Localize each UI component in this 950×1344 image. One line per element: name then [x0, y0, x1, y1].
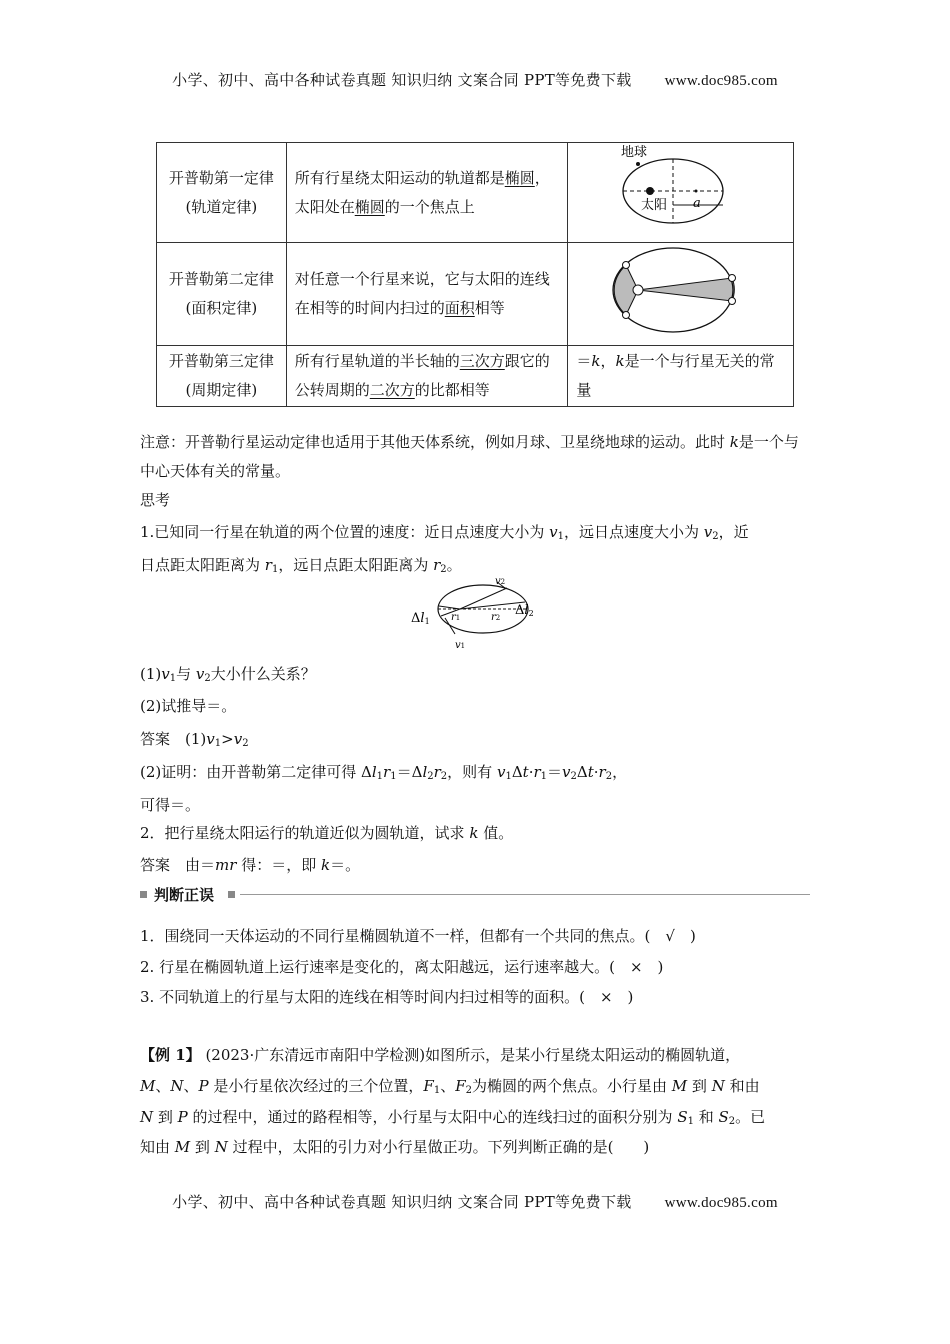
planet-pos: [623, 312, 630, 319]
a-label: a: [693, 196, 702, 211]
ex-l4b: 过程中，太阳的引力对小行星做正功。下列判断正确的是( ): [227, 1138, 650, 1156]
ex-S2: S: [718, 1108, 729, 1126]
formula-k: k: [591, 352, 601, 370]
proof-dot2: ·: [593, 763, 599, 781]
law2-desc: [286, 243, 568, 346]
q1-t5: ，远日点距太阳距离为: [278, 556, 434, 574]
section-header: [140, 884, 810, 904]
planet-pos: [623, 262, 630, 269]
proof-v-s1: 1: [505, 771, 512, 782]
q2-a: 2．把行星绕太阳运行的轨道近似为圆轨道，试求: [140, 824, 470, 842]
ans1-label: 答案: [140, 730, 171, 748]
q2-b: 值。: [478, 824, 514, 842]
q1-t2: ，远日点速度大小为: [563, 523, 704, 541]
ex-N2: N: [711, 1077, 725, 1095]
ex-F2: F: [455, 1077, 466, 1095]
ellipse-orbit-diagram: [568, 143, 778, 238]
proof-dot: ·: [528, 763, 534, 781]
q1-r2: r: [433, 556, 441, 574]
fig-r2: [460, 588, 507, 609]
judge1-mark: √: [665, 927, 675, 945]
earth-label: 地球: [621, 145, 648, 160]
planet-pos: [729, 275, 736, 282]
header-url[interactable]: www.doc985.com: [664, 73, 778, 89]
proof-eq: ＝Δ: [396, 763, 423, 781]
question-2: [140, 822, 513, 843]
proof-c: ，: [612, 763, 628, 781]
proof-s1b: 1: [390, 771, 397, 782]
ex-l2d: 到: [687, 1077, 712, 1095]
law1-desc-b: ，太阳处在: [294, 168, 550, 216]
proof-v: v: [496, 763, 506, 781]
proof-b: ，则有: [447, 763, 497, 781]
header-text: 小学、初中、高中各种试卷真题 知识归纳 文案合同 PPT等免费下载: [172, 71, 632, 89]
law2-desc-b: 相等: [474, 299, 505, 317]
sub1-s2: 2: [204, 673, 211, 684]
proof-v2: v: [562, 763, 571, 781]
sun-label: 太阳: [641, 198, 668, 213]
section-mark-icon: [140, 891, 147, 898]
judge-item-1: [140, 925, 696, 946]
planet-pos: [729, 298, 736, 305]
q1-t1: 1.已知同一行星在轨道的两个位置的速度：近日点速度大小为: [140, 523, 550, 541]
q1-r1: r: [264, 556, 272, 574]
q1-s1: 1: [557, 531, 564, 542]
example-l1: 如图所示，是某小行星绕太阳运动的椭圆轨道，: [425, 1046, 741, 1064]
sun-circle: [633, 285, 643, 295]
q1-sr1: 1: [271, 564, 279, 575]
ex-l4to: 到: [190, 1138, 215, 1156]
proof-dt2: Δ: [576, 763, 588, 781]
ex-F1: F: [423, 1077, 434, 1095]
formula-k2: k: [615, 352, 625, 370]
equal-area-diagram: [568, 243, 778, 341]
proof-r3-s1: 1: [540, 771, 548, 782]
ex-N3: N: [140, 1108, 154, 1126]
law3-desc: [286, 346, 568, 407]
fig-dl1: Δl1: [411, 611, 430, 626]
ex-M2: M: [671, 1077, 688, 1095]
proof-a: (2)证明：由开普勒第二定律可得 Δ: [140, 763, 372, 781]
section-title: 判断正误: [154, 886, 215, 904]
judge1-text: 1．围绕同一天体运动的不同行星椭圆轨道不一样，但都有一个共同的焦点。(: [140, 927, 651, 945]
fig-r2-label: r2: [491, 612, 501, 623]
ex-l3d: 。已: [735, 1108, 766, 1126]
orbit-diagram-cell: [568, 143, 794, 243]
proof-dt: Δ: [511, 763, 523, 781]
ex-N: N: [170, 1077, 184, 1095]
judge2-text: 2. 行星在椭圆轨道上运行速率是变化的，离太阳越远，运行速率越大。(: [140, 958, 615, 976]
sub-question-2: (2)试推导＝。: [140, 697, 237, 715]
ans2-a: 由＝: [185, 856, 216, 874]
ans2-k: k: [321, 856, 331, 874]
q1-sr2: 2: [440, 564, 447, 575]
answer-1: [140, 728, 249, 749]
proof-line: (2)证明：由开普勒第二定律可得 $\Delta l_1r_1=\Delta l_2r_2$，则有 $v_1\Delta t\cdot r_1=v_2\Delta t\cdot r_2$，: [140, 763, 628, 782]
proof-l2: l: [422, 763, 428, 781]
law2-title: 开普勒第二定律: [168, 270, 274, 288]
q1-t4: 日点距太阳距离为: [140, 556, 265, 574]
proof-l: l: [371, 763, 377, 781]
judge2-end: ): [657, 958, 664, 976]
law3-subtitle: (周期定律): [185, 381, 258, 399]
law3-desc-a: 所有行星轨道的半长轴的: [294, 352, 460, 370]
think-title: 思考: [140, 491, 171, 509]
section-mark-icon: [228, 891, 235, 898]
ex-l2a: 、: [155, 1077, 171, 1095]
proof-s1: 1: [376, 771, 384, 782]
law2-desc-u1: 面积: [444, 299, 475, 317]
proof-t: t: [522, 763, 529, 781]
ans2-label: 答案: [140, 856, 171, 874]
ex-l2e: 和由: [724, 1077, 760, 1095]
law2-name: [157, 243, 287, 346]
proof-r4: r: [598, 763, 606, 781]
ex-l2c: 为椭圆的两个焦点。小行星由: [472, 1077, 672, 1095]
ex-N4: N: [214, 1138, 228, 1156]
area-diagram-cell: [568, 243, 794, 346]
focus-dot: [695, 190, 698, 193]
ex-l2a2: 、: [183, 1077, 199, 1095]
ex-P: P: [198, 1077, 209, 1095]
ex-P2: P: [177, 1108, 188, 1126]
example-source: (2023·广东清远市南阳中学检测): [205, 1046, 426, 1064]
ans2-mr: mr: [215, 856, 237, 874]
ans2-c: ＝。: [330, 856, 361, 874]
section-rule: [240, 894, 810, 895]
fig-v2-label: v2: [495, 576, 506, 587]
fig-r1-label: r1: [451, 612, 461, 623]
example-label: 【例 1】: [140, 1046, 201, 1064]
proof-r2: r: [433, 763, 441, 781]
ex-l3a: 到: [153, 1108, 178, 1126]
law3-name: [157, 346, 287, 407]
law1-desc-a: 所有行星绕太阳运动的轨道都是: [294, 168, 505, 187]
judge2-mark: ×: [629, 958, 643, 976]
ex-S1: S: [677, 1108, 688, 1126]
note-text: 开普勒行星运动定律也适用于其他天体系统，例如月球、卫星绕地球的运动。此时: [185, 433, 730, 451]
example-line-3: N 到 P 的过程中，通过的路程相等，小行星与太阳中心的连线扫过的面积分别为 $S_1$ 和 $S_2$。已: [140, 1108, 766, 1127]
judge3-end: ): [627, 988, 634, 1006]
judge-item-3: [140, 986, 633, 1007]
ex-l2b: 是小行星依次经过的三个位置，: [208, 1077, 424, 1095]
note-label: 注意：: [140, 433, 186, 451]
ans1-s1: 1: [214, 738, 222, 749]
judge1-end: ): [690, 927, 696, 945]
table-row: [157, 243, 794, 346]
footer-text: 小学、初中、高中各种试卷真题 知识归纳 文案合同 PPT等免费下载: [172, 1193, 632, 1211]
fig-v1-label: v1: [455, 640, 466, 651]
judge-item-2: [140, 956, 663, 977]
law3-desc-c: 的比都相等: [414, 381, 490, 399]
judge3-mark: ×: [599, 988, 613, 1006]
q1-v2: v: [703, 523, 713, 541]
sub1-end: 大小什么关系？: [210, 665, 316, 683]
formula-eq: ＝: [576, 352, 592, 370]
formula-desc: 是一个与行星无关的常量: [576, 352, 775, 399]
formula-comma: ，: [600, 352, 616, 370]
ans1-a: (1): [185, 730, 207, 748]
sub1-s1: 1: [169, 673, 177, 684]
law1-desc-u2: 圆: [519, 168, 535, 187]
q1-v1: v: [549, 523, 558, 541]
law3-formula: [568, 346, 794, 407]
note-text2: 是一个与中心天体有关的常量。: [140, 433, 799, 480]
law3-desc-b: 跟它的公转周期的: [294, 352, 550, 399]
ans1-s2: 2: [242, 738, 249, 749]
judge3-text: 3. 不同轨道上的行星与太阳的连线在相等时间内扫过相等的面积。(: [140, 988, 585, 1006]
proof-r: r: [383, 763, 391, 781]
page-footer: [0, 1191, 950, 1212]
ex-M: M: [140, 1077, 156, 1095]
sub1-mid: 与: [176, 665, 196, 683]
law2-subtitle: (面积定律): [185, 299, 258, 317]
proof-s2b: 2: [440, 771, 448, 782]
footer-url[interactable]: www.doc985.com: [664, 1195, 778, 1211]
note-paragraph: [140, 428, 810, 486]
law3-desc-u2: 二次方: [369, 381, 415, 399]
answer-2: [140, 854, 360, 875]
q1-s2: 2: [712, 531, 719, 542]
law2-desc-a: 对任意一个行星来说，它与太阳的连线在相等的时间内扫过的: [294, 270, 550, 317]
example-line-2: M、N、P 是小行星依次经过的三个位置，$F_1$、$F_2$为椭圆的两个焦点。小行星由 M 到 N 和由: [140, 1077, 760, 1096]
velocity-figure: [405, 574, 545, 654]
swept-area-right: [638, 278, 734, 301]
sun-dot: [646, 187, 654, 195]
sub1-a: (1): [140, 665, 162, 683]
law1-title: 开普勒第一定律: [168, 168, 274, 187]
fig-dl2: Δl2: [515, 603, 534, 618]
proof-t2: t: [587, 763, 594, 781]
ex-l2a3: 、: [440, 1077, 456, 1095]
proof-r4-s2: 2: [605, 771, 613, 782]
law1-desc-u3: 椭圆: [354, 197, 385, 216]
ans2-b: 得：＝，即: [236, 856, 321, 874]
law1-desc-c: 的一个焦点上: [384, 197, 475, 216]
law1-name: [157, 143, 287, 243]
sub-question-1: [140, 663, 316, 684]
example-line-4: [140, 1136, 649, 1157]
earth-dot: [636, 162, 640, 166]
table-row: [157, 346, 794, 407]
ex-l3b: 的过程中，通过的路程相等，小行星与太阳中心的连线扫过的面积分别为: [187, 1108, 678, 1126]
ex-l4a: 知由: [140, 1138, 175, 1156]
ans1-gt: >: [221, 730, 234, 748]
ans1-v: v: [206, 730, 215, 748]
q2-k: k: [469, 824, 479, 842]
law3-desc-u1: 三次方: [459, 352, 505, 370]
ex-l3c: 和: [693, 1108, 719, 1126]
table-row: [157, 143, 794, 243]
sub1-v: v: [161, 665, 170, 683]
ans1-v2: v: [233, 730, 243, 748]
law3-title: 开普勒第三定律: [168, 352, 274, 370]
proof-s2: 2: [427, 771, 434, 782]
kepler-laws-table: [156, 142, 794, 407]
ex-M3: M: [174, 1138, 191, 1156]
q1-t6: 。: [446, 556, 462, 574]
page-header: [0, 69, 950, 90]
law1-subtitle: (轨道定律): [185, 197, 258, 216]
law1-desc: [286, 143, 568, 243]
proof-conclusion: 可得＝。: [140, 796, 201, 814]
example-line-1: [140, 1044, 740, 1065]
sub1-v2: v: [195, 665, 205, 683]
q1-t3: ，近: [718, 523, 749, 541]
proof-r3: r: [533, 763, 541, 781]
proof-v2-s2: 2: [570, 771, 577, 782]
note-k: k: [729, 433, 739, 451]
law1-desc-u1: 椭: [504, 168, 520, 187]
